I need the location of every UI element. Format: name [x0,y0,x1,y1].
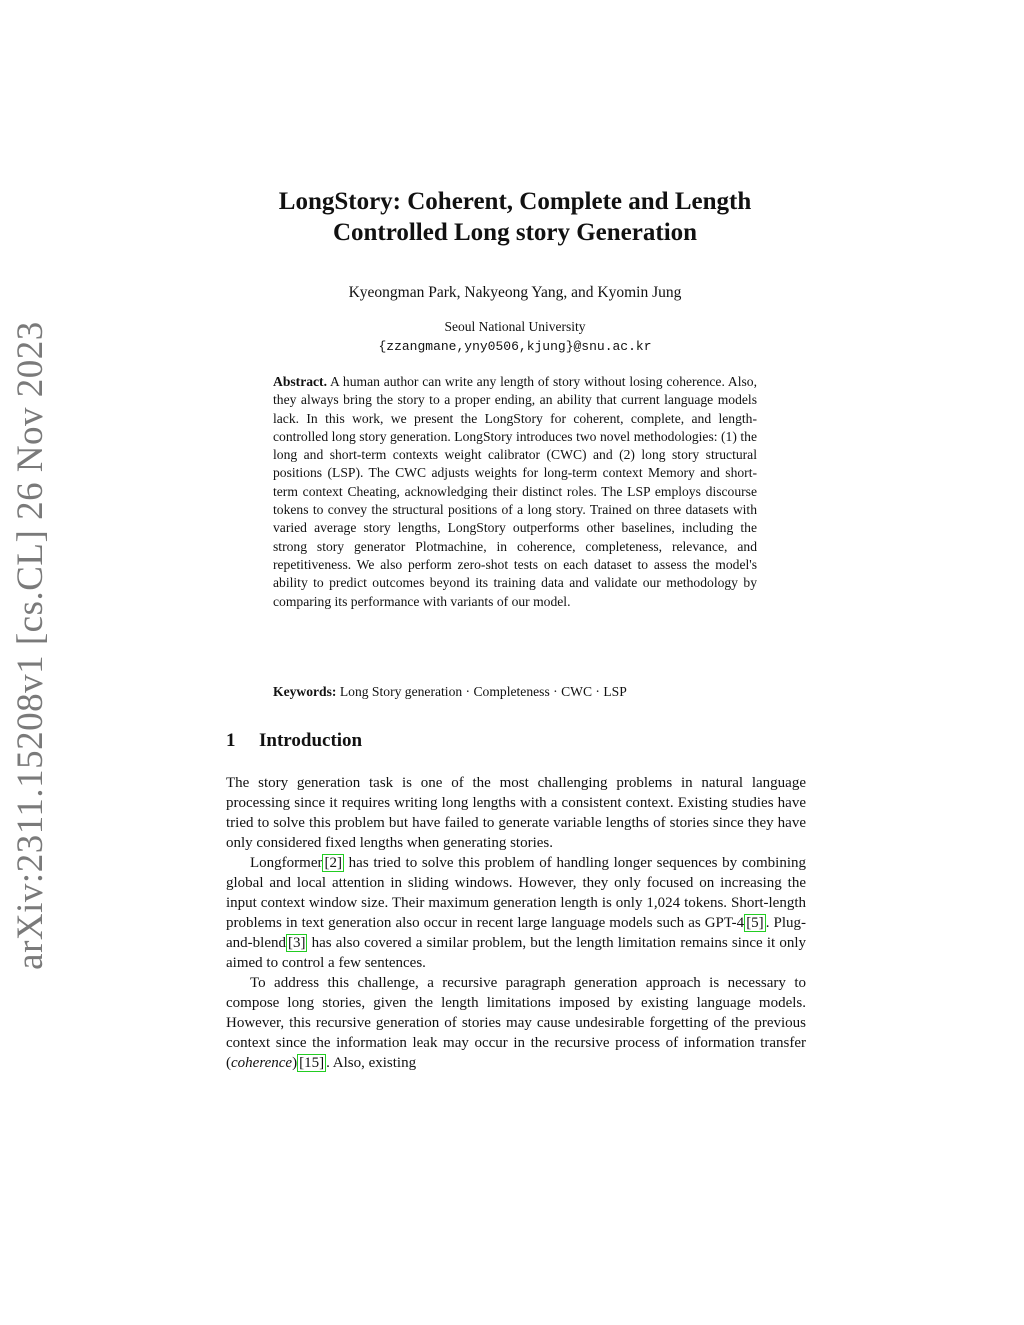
abstract [273,373,757,611]
arxiv-identifier-stamp [0,320,60,970]
citation-link-2[interactable]: [2] [324,855,342,871]
affiliation: Seoul National University [444,319,586,334]
keywords-text: Long Story generation · Completeness · CWC · LSP [339,684,627,699]
section-heading-introduction [226,730,362,752]
paragraph-2-text-d: has also covered a similar problem, but the length limitation remains since it only aimed to control a few sentences. [226,935,806,971]
paragraph-1: The story generation task is one of the most challenging problems in natural language processing since it requires writing long lengths with a consistent context. Existing studies have tried to solve this problem but have failed to generate variable lengths of stories since they have only considered fixed lengths when generating stories. [226,775,806,851]
keywords [273,683,757,701]
section-title: Introduction [259,730,363,751]
paragraph-3-text-b: ) [292,1055,298,1071]
paragraph-3-text-c: . Also, existing [326,1055,417,1071]
paragraph-2 [226,853,806,973]
paragraph-3 [226,973,806,1073]
author-emails: {zzangmane,yny0506,kjung}@snu.ac.kr [378,339,652,354]
paragraph-2-text-a: Longformer [250,855,323,871]
paragraph-2-text-c: . Plug-and-blend [226,915,806,951]
citation-link-15[interactable]: [15] [299,1055,325,1071]
title-line-2: Controlled Long story Generation [332,219,698,246]
citation-link-3[interactable]: [3] [287,935,306,951]
keywords-label: Keywords: [273,684,337,699]
paragraph-3-text-a: To address this challenge, a recursive paragraph generation approach is necessary to compose long stories, given the length limitations imposed by existing language models. However, this recursive generation of stories may cause undesirable forgetting of the previous context since the information leak may occur in the recursive process of information transfer ( [226,975,806,1071]
introduction-body [226,773,806,1073]
title-line-1: LongStory: Coherent, Complete and Length [278,188,752,215]
abstract-label: Abstract. [273,374,327,389]
paragraph-2-text-b: has tried to solve this problem of handling longer sequences by combining global and local attention in sliding windows. However, they only focused on increasing the input context window size. Their maximum generation length is only 1,024 tokens. Short-length problems in text generation also occur in recent large language models such as GPT-4 [226,855,806,931]
section-number: 1 [226,730,236,751]
paragraph-3-emphasis: coherence [231,1055,293,1071]
arxiv-id: arXiv:2311.15208v1 [cs.CL] 26 Nov 2023 [9,320,51,970]
citation-link-5[interactable]: [5] [746,915,764,931]
author-list: Kyeongman Park, Nakyeong Yang, and Kyomin Jung [348,284,682,301]
abstract-text: A human author can write any length of story without losing coherence. Also, they always bring the story to a proper ending, an ability that current language models lack. In this work, we present the LongStory for coherent, complete, and length-controlled long story generation. LongStory introduces two novel methodologies: (1) the long and short-term contexts weight calibrator (CWC) and (2) long story structural positions (LSP). The CWC adjusts weights for long-term context Memory and short-term context Cheating, acknowledging their distinct roles. The LSP employs discourse tokens to convey the structural positions of a long story. Trained on three datasets with varied average story lengths, LongStory outperforms other baselines, including the strong story generator Plotmachine, in coherence, completeness, relevance, and repetitiveness. We also perform zero-shot tests on each dataset to assess the model's ability to predict outcomes beyond its training data and validate our methodology by comparing its performance with variants of our model. [273,374,757,609]
paper-title [200,186,830,248]
